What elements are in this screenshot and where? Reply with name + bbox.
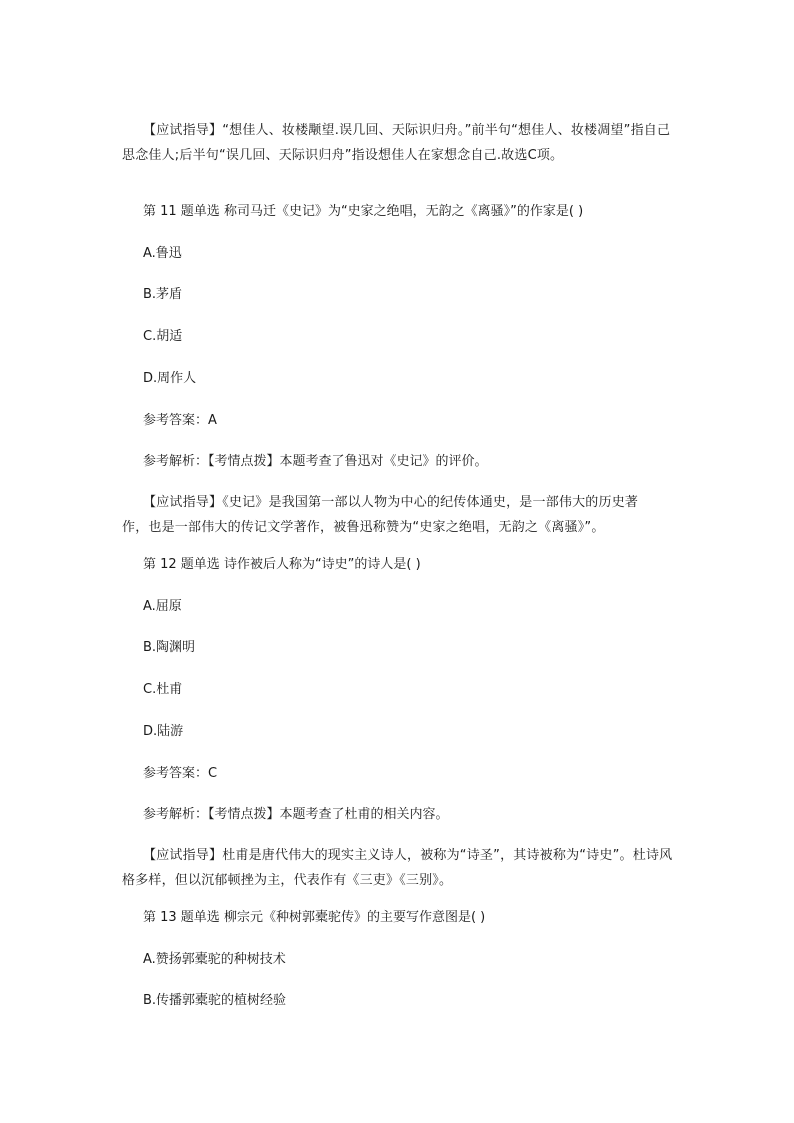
question-12-stem: 第 12 题单选 诗作被后人称为“诗史”的诗人是( ) (143, 557, 421, 572)
question-12-answer: 参考答案：C (143, 766, 218, 781)
question-11-stem: 第 11 题单选 称司马迁《史记》为“史家之绝唱，无韵之《离骚》”的作家是( ) (143, 204, 584, 219)
question-12-option-a: A.屈原 (143, 599, 182, 614)
question-12-option-d: D.陆游 (143, 724, 184, 739)
question-11-option-c: C.胡适 (143, 329, 183, 344)
question-11-answer: 参考答案：A (143, 413, 217, 428)
question-11-option-b: B.茅盾 (143, 287, 183, 302)
question-13-option-a: A.赞扬郭橐驼的种树技术 (143, 952, 286, 967)
question-13-option-b: B.传播郭橐驼的植树经验 (143, 993, 287, 1008)
question-11-option-a: A.鲁迅 (143, 246, 182, 261)
question-11-option-d: D.周作人 (143, 371, 197, 386)
question-12-analysis: 参考解析：【考情点拨】本题考查了杜甫的相关内容。 (143, 807, 449, 822)
question-12-option-c: C.杜甫 (143, 682, 183, 697)
question-13-stem: 第 13 题单选 柳宗元《种树郭橐驼传》的主要写作意图是( ) (143, 910, 486, 925)
question-12-guidance: 【应试指导】杜甫是唐代伟大的现实主义诗人，被称为“诗圣”，其诗被称为“诗史”。杜诗风格多样，但以沉郁顿挫为主，代表作有《三吏》《三别》。 (122, 848, 673, 888)
intro-guidance: 【应试指导】“想佳人、妆楼颙望.误几回、天际识归舟。”前半句“想佳人、妆楼凋望”指自己思念佳人;后半句“误几回、天际识归舟”指设想佳人在家想念自己.故选C项。 (122, 123, 671, 163)
question-11-analysis: 参考解析：【考情点拨】本题考查了鲁迅对《史记》的评价。 (143, 454, 488, 469)
question-12-option-b: B.陶渊明 (143, 640, 196, 655)
question-11-guidance: 【应试指导】《史记》是我国第一部以人物为中心的纪传体通史，是一部伟大的历史著作，也是一部伟大的传记文学著作，被鲁迅称赞为“史家之绝唱，无韵之《离骚》”。 (122, 495, 639, 535)
